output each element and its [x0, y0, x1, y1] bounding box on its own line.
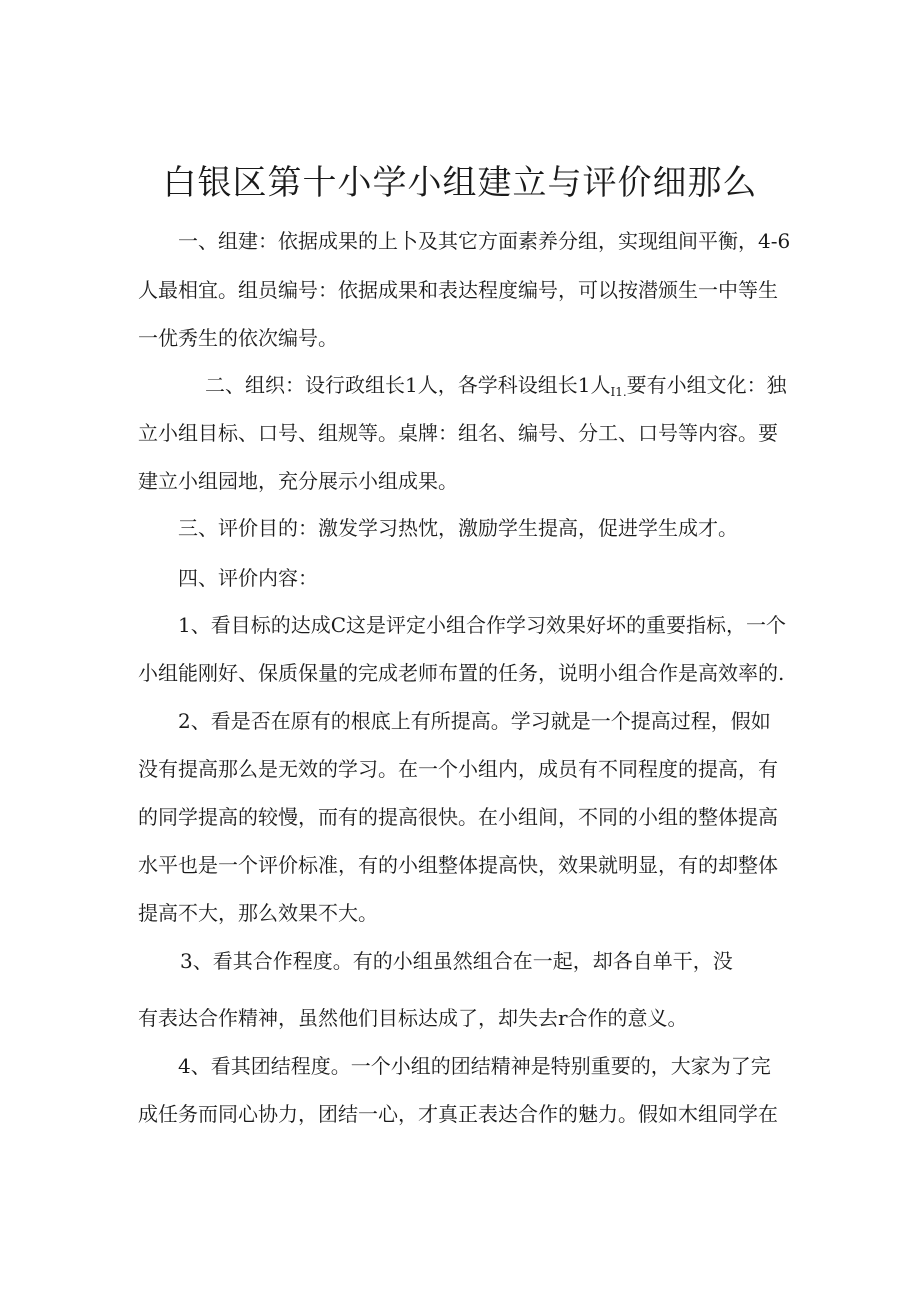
item-1-line-2: 小组能刚好、保质保量的完成老师布置的任务，说明小组合作是高效率的.: [138, 661, 785, 685]
paragraph-1-line-1: 一、组建：依据成果的上卜及其它方面素养分组，实现组间平衡，4-6: [178, 229, 791, 253]
item-4-line-2: 成任务而同心协力，团结一心，才真正表达合作的魅力。假如木组同学在: [138, 1102, 778, 1126]
paragraph-2-line-3: 建立小组园地，充分展示小组成果。: [138, 469, 458, 493]
item-3-line-2: 有表达合作精神，虽然他们目标达成了，却失去r合作的意义。: [138, 1006, 688, 1030]
paragraph-2-line-1: [205, 370, 787, 407]
document-title: 白银区第十小学小组建立与评价细那么: [162, 163, 758, 203]
item-2-line-5: 提高不大，那么效果不大。: [138, 901, 378, 925]
paragraph-2-line-2: 立小组目标、口号、组规等。桌牌：组名、编号、分工、口号等内容。要: [138, 421, 778, 445]
item-4-line-1: 4、看其团结程度。一个小组的团结精神是特别重要的，大家为了完: [178, 1054, 771, 1078]
paragraph-1-line-2: 人最相宜。组员编号：依据成果和表达程度编号，可以按潜颁生一中等生: [138, 278, 778, 302]
item-1-line-1: 1、看目标的达成C这是评定小组合作学习效果好坏的重要指标，一个: [178, 613, 787, 637]
paragraph-2-line-1-part-b: 要有小组文化：独: [626, 373, 787, 397]
paragraph-2-subscript: I1.: [610, 385, 627, 399]
item-2-line-2: 没有提高那么是无效的学习。在一个小组内，成员有不同程度的提高，有: [138, 757, 778, 781]
paragraph-2-line-1-part-a: 二、组织：设行政组长1人，各学科设组长1人: [205, 373, 611, 397]
section-3-heading: 三、评价目的：激发学习热忱，激励学生提高，促进学生成才。: [178, 516, 738, 540]
paragraph-1-line-3: 一优秀生的依次编号。: [138, 326, 338, 350]
item-3-line-1: 3、看其合作程度。有的小组虽然组合在一起，却各自单干，没: [180, 949, 733, 973]
item-2-line-3: 的同学提高的较慢，而有的提高很快。在小组间，不同的小组的整体提高: [138, 805, 778, 829]
section-4-heading: 四、评价内容：: [178, 566, 318, 590]
item-2-line-4: 水平也是一个评价标准，有的小组整体提高快，效果就明显，有的却整体: [138, 853, 778, 877]
item-2-line-1: 2、看是否在原有的根底上有所提高。学习就是一个提高过程，假如: [178, 709, 771, 733]
